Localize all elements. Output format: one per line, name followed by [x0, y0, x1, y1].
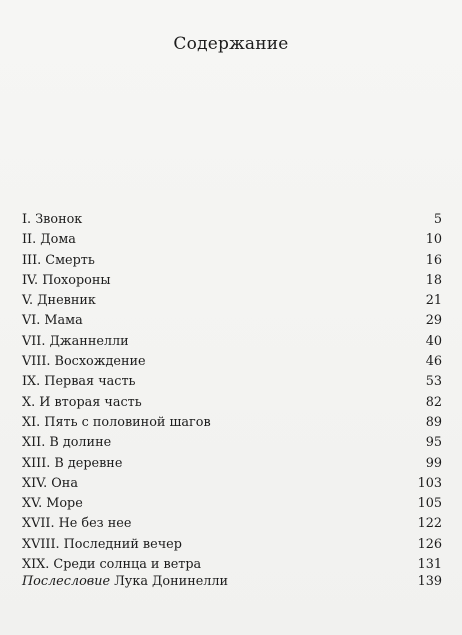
toc-label: X. И вторая часть	[22, 394, 142, 410]
toc-row	[22, 332, 442, 352]
toc-label: XVII. Не без нее	[22, 516, 132, 532]
toc-page: 105	[417, 496, 442, 512]
toc-page: 89	[425, 414, 442, 430]
toc-row	[22, 535, 442, 555]
toc-label: XIV. Она	[22, 475, 78, 491]
afterword-label	[22, 574, 228, 589]
toc-page: 16	[425, 252, 442, 268]
toc-page: 131	[417, 557, 442, 573]
toc-row	[22, 494, 442, 514]
toc-row	[22, 271, 442, 291]
toc-label: VI. Мама	[22, 313, 83, 329]
toc-page: 122	[417, 516, 442, 532]
page-title: Содержание	[173, 34, 289, 54]
toc-label: XIX. Среди солнца и ветра	[22, 557, 202, 573]
toc-label: III. Смерть	[22, 252, 95, 268]
toc-page: 99	[425, 455, 442, 471]
toc-page: 46	[425, 354, 442, 370]
toc-row	[22, 352, 442, 372]
toc-page: 53	[425, 374, 442, 390]
toc-label: I. Звонок	[22, 212, 83, 227]
toc-row	[22, 230, 442, 250]
toc-row	[22, 454, 442, 474]
toc-row	[22, 393, 442, 413]
toc-page: 21	[425, 293, 442, 309]
toc-label: IV. Похороны	[22, 272, 111, 288]
toc-row	[22, 311, 442, 331]
toc-label: XVIII. Последний вечер	[22, 536, 182, 552]
toc-row	[22, 251, 442, 271]
toc-label: IX. Первая часть	[22, 374, 136, 390]
toc-row	[22, 433, 442, 453]
afterword-page: 139	[417, 574, 442, 589]
toc-page: 10	[425, 232, 442, 248]
toc-page: 29	[425, 313, 442, 329]
toc-row	[22, 413, 442, 433]
toc-row	[22, 514, 442, 534]
toc-label: II. Дома	[22, 232, 76, 248]
toc-row	[22, 555, 442, 575]
toc-page: 103	[417, 475, 442, 491]
toc-label: XI. Пять с половиной шагов	[22, 414, 211, 430]
afterword-author: Лука Донинелли	[114, 574, 229, 589]
toc-label: V. Дневник	[22, 293, 96, 309]
toc-row	[22, 210, 442, 230]
toc-row	[22, 474, 442, 494]
toc-afterword-row	[22, 574, 442, 589]
toc-page: 95	[425, 435, 442, 451]
toc-page: 126	[417, 536, 442, 552]
toc-page: 18	[425, 272, 442, 288]
table-of-contents	[22, 210, 442, 575]
toc-label: XV. Море	[22, 496, 83, 512]
toc-label: VII. Джаннелли	[22, 333, 129, 349]
toc-label: XIII. В деревне	[22, 455, 123, 471]
toc-label: VIII. Восхождение	[22, 354, 146, 370]
toc-page: 40	[425, 333, 442, 349]
toc-row	[22, 291, 442, 311]
toc-page: 82	[425, 394, 442, 410]
afterword-italic: Послесловие	[22, 574, 111, 589]
toc-page: 5	[433, 212, 442, 227]
toc-label: XII. В долине	[22, 435, 112, 451]
toc-row	[22, 372, 442, 392]
